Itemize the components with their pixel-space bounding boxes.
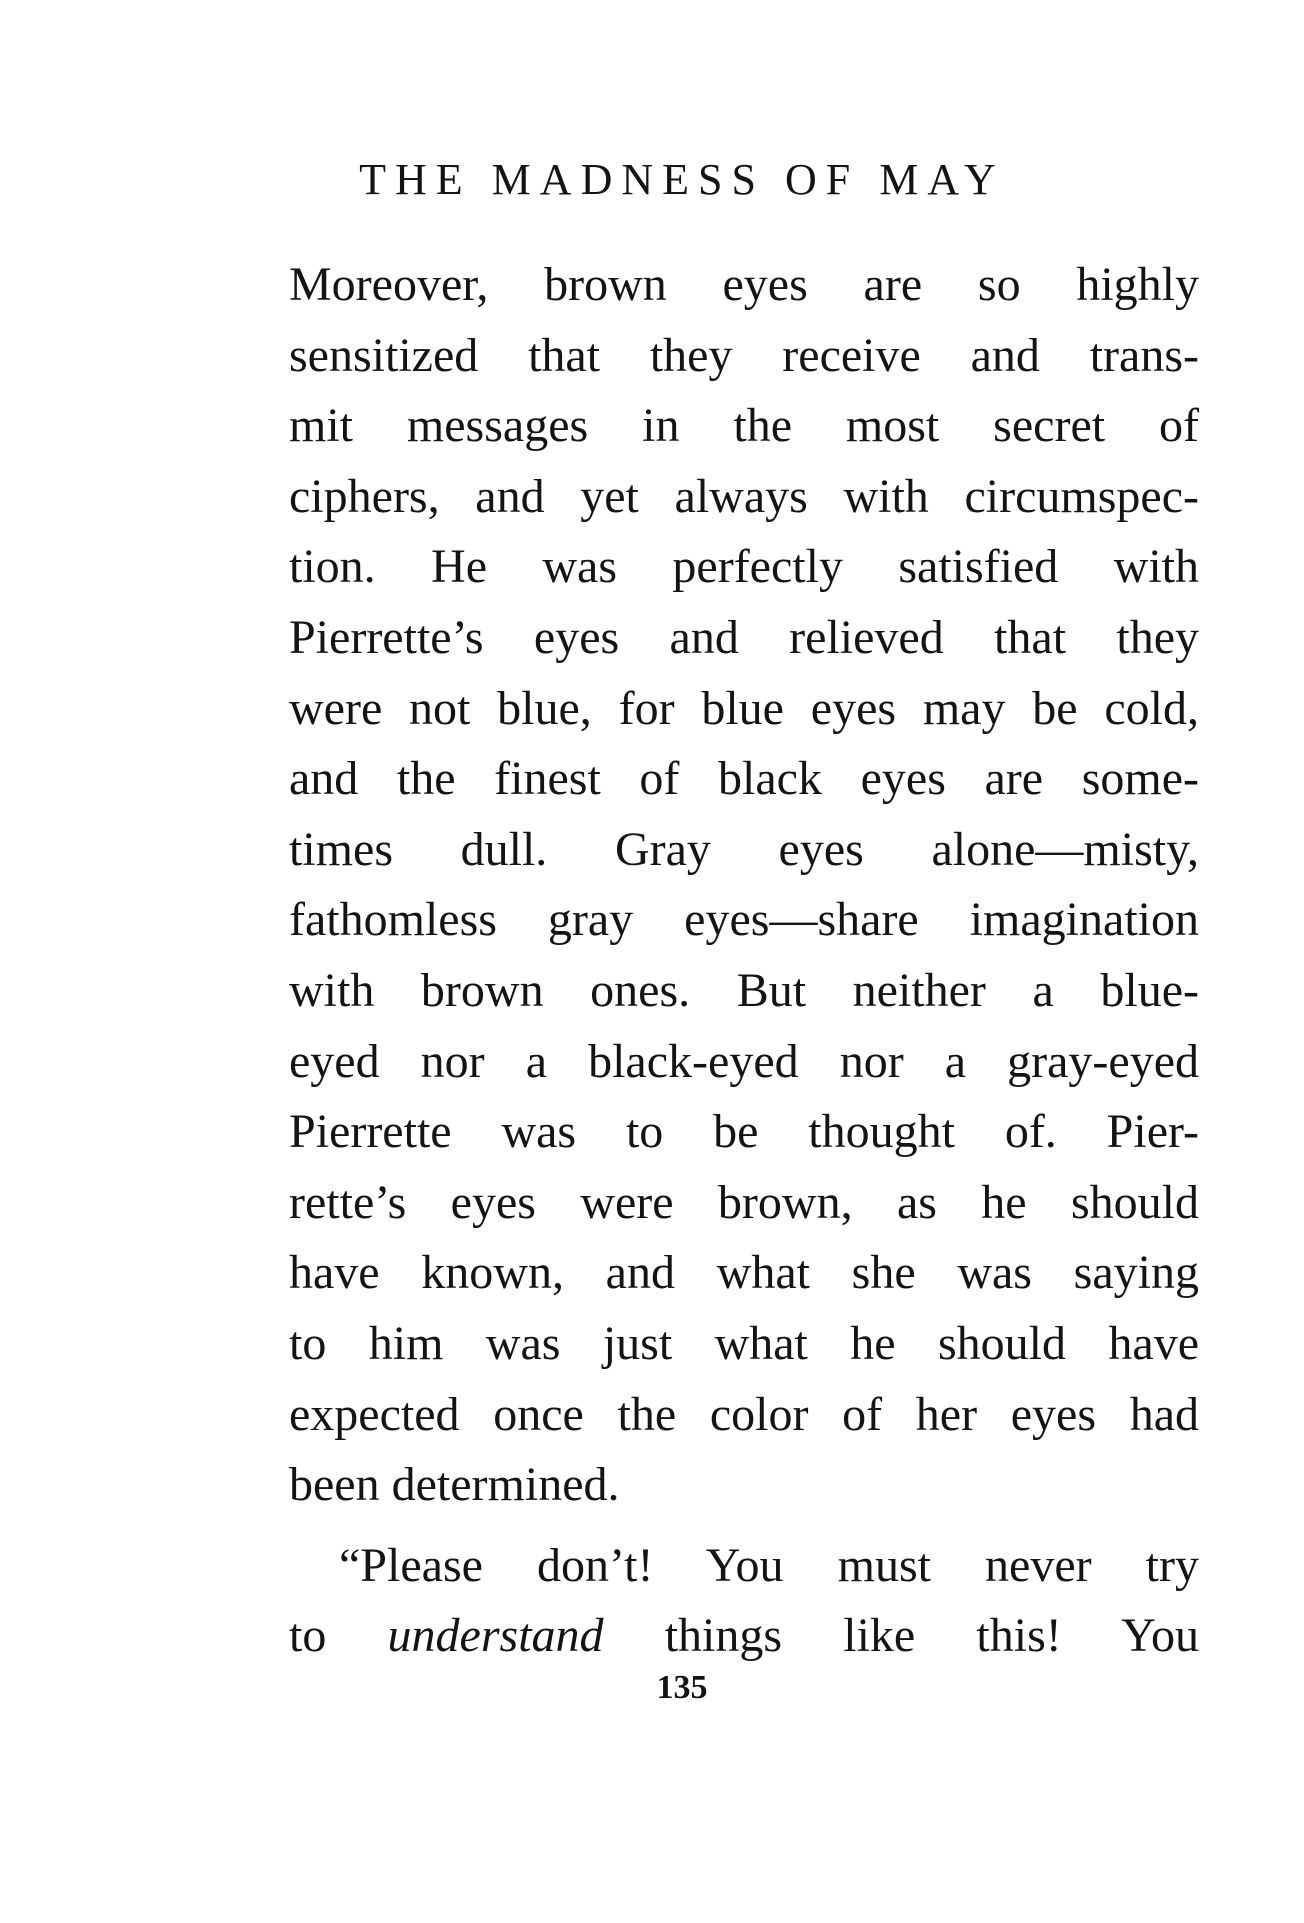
- paragraph: [289, 1531, 1199, 1672]
- text-line: times dull. Gray eyes alone—misty,: [289, 822, 1199, 876]
- text-line: tion. He was perfectly satisfied with: [289, 540, 1199, 594]
- text-line: Moreover, brown eyes are so highly: [289, 258, 1199, 311]
- text-line: sensitized that they receive and trans-: [289, 328, 1199, 382]
- text-line: have known, and what she was saying: [289, 1246, 1199, 1300]
- text-span: things like this! You: [603, 1609, 1199, 1663]
- text-line: [289, 1601, 1199, 1672]
- body-text: [289, 250, 1199, 1672]
- running-head: THE MADNESS OF MAY: [359, 155, 1005, 204]
- text-line: “Please don’t! You must never try: [339, 1538, 1199, 1592]
- paragraph: [289, 250, 1199, 1521]
- paragraph-gap: [289, 1521, 1199, 1531]
- text-line: expected once the color of her eyes had: [289, 1387, 1199, 1441]
- text-line: with brown ones. But neither a blue-: [289, 963, 1199, 1017]
- text-line: rette’s eyes were brown, as he should: [289, 1175, 1199, 1229]
- page-number: 135: [656, 1669, 708, 1706]
- text-line: eyed nor a black-eyed nor a gray-eyed: [289, 1034, 1199, 1088]
- text-line: mit messages in the most secret of: [289, 399, 1199, 453]
- text-line: Pierrette was to be thought of. Pier-: [289, 1105, 1199, 1159]
- text-line: were not blue, for blue eyes may be cold,: [289, 681, 1199, 735]
- text-line: ciphers, and yet always with circumspec-: [289, 469, 1199, 523]
- text-line: to him was just what he should have: [289, 1316, 1199, 1370]
- text-line: been determined.: [289, 1458, 620, 1512]
- text-line: fathomless gray eyes—share imagination: [289, 893, 1199, 947]
- text-line: Pierrette’s eyes and relieved that they: [289, 610, 1199, 664]
- italic-word: understand: [387, 1609, 604, 1663]
- text-span: to: [289, 1609, 388, 1663]
- text-line: and the finest of black eyes are some-: [289, 752, 1199, 806]
